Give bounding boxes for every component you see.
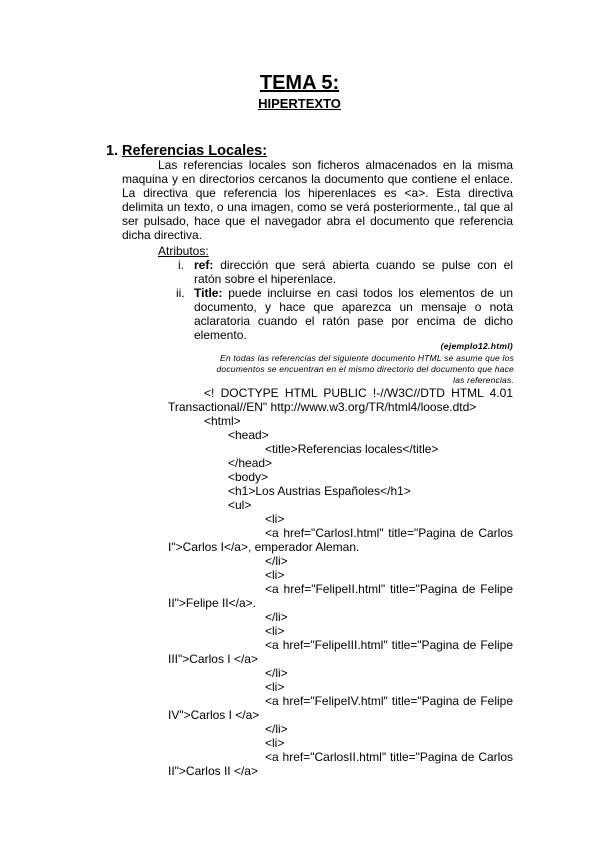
code-li-close: </li> (265, 610, 288, 624)
note-line: las referencias. (453, 375, 514, 385)
attribute-line: documento, y hace que aparezca un mensaje o nota (194, 300, 513, 314)
attribute-name: ref: (194, 258, 214, 272)
attribute-line: aclaratoria cuando el ratón pase por encima de dicho (194, 314, 513, 328)
attribute-name: Title: (194, 286, 223, 300)
code-h1-line: <h1>Los Austrias Españoles</h1> (228, 484, 411, 498)
intro-line: dicha directiva. (122, 228, 203, 242)
attribute-marker: ii. (176, 286, 185, 300)
intro-paragraph (122, 158, 513, 242)
attribute-line: elemento. (194, 328, 247, 342)
page-subtitle: HIPERTEXTO (258, 96, 341, 111)
section-heading (106, 143, 267, 159)
code-body-open: <body> (228, 470, 269, 484)
code-li-open: <li> (265, 624, 285, 638)
note-line: En todas las referencias del siguiente documento HTML se asume que los (219, 353, 514, 363)
attribute-text: puede incluirse en casi todos los elementos de un (228, 286, 513, 300)
section-title: Referencias Locales: (122, 143, 268, 159)
attribute-line: ratón sobre el hiperenlace. (194, 272, 337, 286)
code-anchor-line: <a href="FelipeIV.html" title="Pagina de Felipe (265, 694, 513, 708)
code-li-close: </li> (265, 666, 288, 680)
code-li-close: </li> (265, 554, 288, 568)
code-doctype-line: Transactional//EN" http://www.w3.org/TR/html4/loose.dtd> (168, 400, 477, 414)
code-li-open: <li> (265, 512, 285, 526)
code-anchor-line: IV">Carlos I </a> (168, 708, 260, 722)
intro-line: Las referencias locales son ficheros almacenados en la misma (158, 158, 513, 172)
attribute-marker: i. (178, 258, 184, 272)
code-anchor-line: <a href="CarlosII.html" title="Pagina de Carlos (265, 750, 513, 764)
section-number: 1. (106, 143, 119, 159)
code-anchor-line: <a href="CarlosI.html" title="Pagina de Carlos (265, 526, 513, 540)
attribute-title (194, 286, 513, 342)
page-title: TEMA 5: (259, 72, 340, 94)
code-li-close: </li> (265, 722, 288, 736)
intro-line: ser pulsado, hace que el navegador abra el documento que referencia (122, 214, 513, 228)
attribute-text: dirección que será abierta cuando se pulse con el (220, 258, 513, 272)
code-html-open: <html> (204, 414, 241, 428)
example-note (160, 353, 514, 386)
attribute-ref (194, 258, 513, 286)
code-anchor-line: <a href="FelipeIII.html" title="Pagina de Felipe (265, 638, 513, 652)
example-reference: (ejemplo12.html) (440, 341, 513, 351)
code-head-close: </head> (228, 456, 273, 470)
intro-line: La directiva que referencia los hiperenlaces es <a>. Esta directiva (122, 186, 513, 200)
code-anchor-line: II">Felipe II</a>. (168, 596, 256, 610)
code-anchor-line: II">Carlos II </a> (168, 764, 258, 778)
attributes-label: Atributos: (158, 244, 209, 258)
code-ul-open: <ul> (228, 498, 252, 512)
intro-line: maquina y en directorios cercanos la documento que contiene el enlace. (122, 172, 513, 186)
code-li-open: <li> (265, 568, 285, 582)
code-head-open: <head> (228, 428, 269, 442)
code-title-line: <title>Referencias locales</title> (265, 442, 439, 456)
attribute-line (194, 258, 513, 272)
attribute-line (194, 286, 513, 300)
code-doctype-line: <! DOCTYPE HTML PUBLIC !-//W3C//DTD HTML 4.01 (204, 386, 513, 400)
code-li-open: <li> (265, 680, 285, 694)
code-li-open: <li> (265, 736, 285, 750)
intro-line: delimita un texto, o una imagen, como se verá posteriormente., tal que al (122, 200, 513, 214)
note-line: documentos se encuentran en el mismo directorio del documento que hace (216, 364, 514, 374)
code-anchor-line: <a href="FelipeII.html" title="Pagina de Felipe (265, 582, 513, 596)
code-anchor-line: I">Carlos I</a>, emperador Aleman. (168, 540, 360, 554)
code-anchor-line: III">Carlos I </a> (168, 652, 258, 666)
